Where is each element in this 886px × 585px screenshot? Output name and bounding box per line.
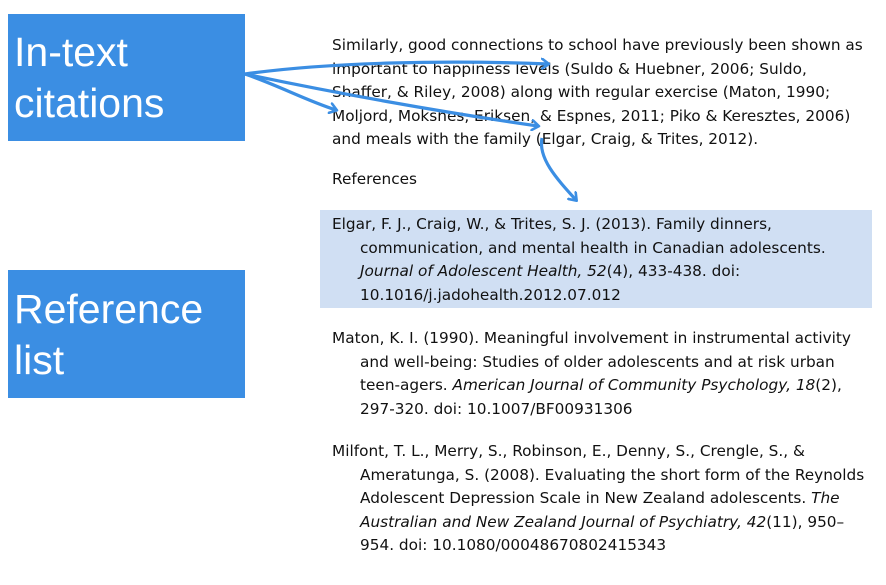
- journal-title: American Journal of Community Psychology, 18: [452, 376, 816, 394]
- label-line: Reference: [14, 286, 204, 332]
- label-line: list: [14, 337, 65, 383]
- doi-line: 297-320. doi: 10.1007/BF00931306: [360, 399, 633, 418]
- reference-line: [332, 511, 864, 535]
- body-paragraph: [332, 34, 863, 152]
- reference-text: (4), 433-438. doi:: [606, 262, 741, 280]
- reference-line: communication, and mental health in Canadian adolescents.: [360, 238, 826, 257]
- reference-entry: [332, 440, 864, 558]
- label-line: citations: [14, 80, 165, 126]
- in-text-citations-label: [8, 14, 245, 141]
- paragraph-line: and meals with the family (Elgar, Craig, & Trites, 2012).: [332, 130, 759, 148]
- reference-entry: [332, 213, 826, 307]
- reference-text: (2),: [815, 376, 842, 394]
- reference-line: [332, 374, 851, 398]
- doi-line: 10.1016/j.jadohealth.2012.07.012: [360, 285, 621, 304]
- journal-title: The: [811, 489, 840, 507]
- paragraph-line: Shaffer, & Riley, 2008) along with regular exercise (Maton, 1990;: [332, 83, 831, 101]
- doi-line: 954. doi: 10.1080/00048670802415343: [360, 536, 667, 554]
- reference-text: (11), 950–: [766, 512, 845, 531]
- reference-line: [332, 487, 864, 511]
- journal-title: Australian and New Zealand Journal of Psychiatry, 42: [360, 512, 767, 531]
- reference-line: Elgar, F. J., Craig, W., & Trites, S. J. (2013). Family dinners,: [332, 215, 772, 233]
- reference-text: Adolescent Depression Scale in New Zealand adolescents.: [360, 489, 812, 507]
- label-line: In-text: [14, 29, 128, 75]
- paragraph-line: Similarly, good connections to school have previously been shown as: [332, 36, 863, 54]
- reference-line: and well-being: Studies of older adolescents and at risk urban: [360, 352, 835, 371]
- references-heading: References: [332, 170, 417, 188]
- reference-line: Maton, K. I. (1990). Meaningful involvement in instrumental activity: [332, 329, 851, 347]
- reference-entry: [332, 327, 851, 421]
- paragraph-line: Moljord, Moksnes, Eriksen, & Espnes, 2011; Piko & Keresztes, 2006): [332, 106, 851, 125]
- reference-text: teen-agers.: [360, 376, 453, 394]
- paragraph-line: important to happiness levels (Suldo & Huebner, 2006; Suldo,: [332, 59, 807, 78]
- journal-title: Journal of Adolescent Health, 52: [360, 262, 607, 280]
- reference-list-label: [8, 270, 245, 398]
- arrow-to-citation-2: [245, 74, 336, 110]
- reference-line: Milfont, T. L., Merry, S., Robinson, E., Denny, S., Crengle, S., &: [332, 442, 805, 460]
- reference-line: [332, 260, 826, 284]
- reference-line: Ameratunga, S. (2008). Evaluating the short form of the Reynolds: [360, 465, 865, 484]
